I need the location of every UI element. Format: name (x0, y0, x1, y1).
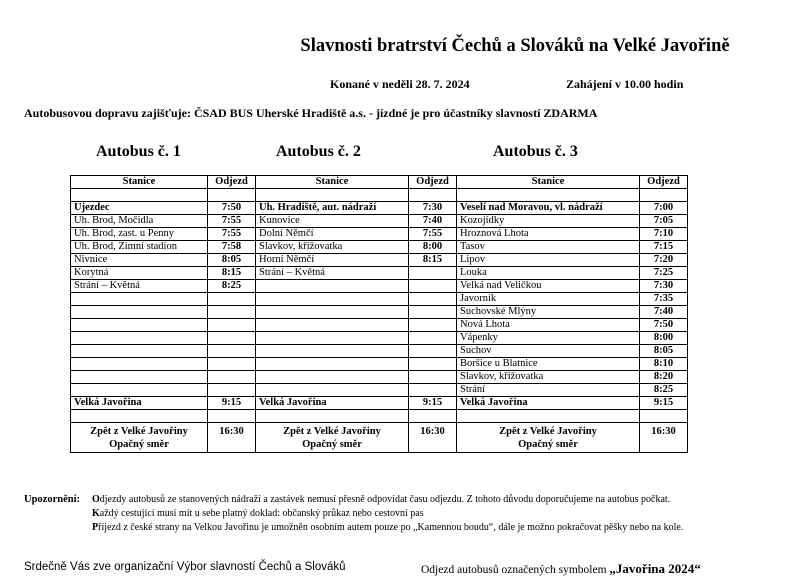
cell-station-1 (71, 293, 208, 306)
cell-departure-2 (409, 384, 457, 397)
cell-departure-1: 8:25 (208, 280, 256, 293)
bus-3-heading: Autobus č. 3 (493, 143, 578, 160)
notice-line-3 (92, 522, 683, 533)
cell-station-3: Suchov (457, 345, 640, 358)
return-title: Zpět z Velké Javořiny (499, 425, 597, 437)
cell-station-2: Strání – Květná (256, 267, 409, 280)
event-date: Konané v neděli 28. 7. 2024 (330, 77, 470, 91)
timetable (70, 175, 688, 453)
spacer-cell (71, 410, 208, 423)
cell-station-2 (256, 280, 409, 293)
return-row (71, 423, 688, 453)
arrival-station-2: Velká Javořina (256, 397, 409, 410)
cell-departure-1: 7:50 (208, 202, 256, 215)
cell-departure-1 (208, 358, 256, 371)
cell-departure-2 (409, 306, 457, 319)
return-label-2 (256, 423, 409, 453)
return-label-1 (71, 423, 208, 453)
return-direction: Opačný směr (302, 438, 362, 450)
bus-2-heading: Autobus č. 2 (276, 143, 361, 160)
table-row (71, 228, 688, 241)
arrival-station-3: Velká Javořina (457, 397, 640, 410)
symbol-note-text: Odjezd autobusů označených symbolem (421, 564, 607, 576)
cell-departure-3: 8:25 (640, 384, 688, 397)
symbol-name: „Javořina 2024“ (609, 561, 701, 576)
transport-info: Autobusovou dopravu zajišťuje: ČSAD BUS Uherské Hradiště a.s. - jízdné je pro účastníky slavností ZDARMA (24, 106, 598, 120)
cell-station-1: Nivnice (71, 254, 208, 267)
cell-station-1 (71, 306, 208, 319)
notice-line-1-text: djezdy autobusů ze stanovených nádraží a zastávek nemusí přesně odpovídat času odjezdu. Z tohoto důvodu doporučujeme na autobus počkat. (99, 494, 671, 505)
arrival-row (71, 397, 688, 410)
return-time-3: 16:30 (640, 423, 688, 453)
cell-station-2 (256, 319, 409, 332)
table-header-row (71, 176, 688, 189)
cell-station-2 (256, 358, 409, 371)
cell-station-2: Kunovice (256, 215, 409, 228)
cell-departure-3: 7:35 (640, 293, 688, 306)
cell-departure-1 (208, 293, 256, 306)
table-row (71, 280, 688, 293)
symbol-note (421, 561, 701, 577)
spacer-row (71, 189, 688, 202)
cell-station-3: Kozojídky (457, 215, 640, 228)
cell-station-3: Velká nad Veličkou (457, 280, 640, 293)
arrival-station-1: Velká Javořina (71, 397, 208, 410)
cell-departure-3: 7:10 (640, 228, 688, 241)
return-time-2: 16:30 (409, 423, 457, 453)
spacer-cell (409, 410, 457, 423)
table-row (71, 384, 688, 397)
cell-station-3: Suchovské Mlýny (457, 306, 640, 319)
return-time-1: 16:30 (208, 423, 256, 453)
cell-station-1 (71, 371, 208, 384)
cell-station-1: Korytná (71, 267, 208, 280)
notice-line-3-text: říjezd z české strany na Velkou Javořinu je umožněn osobním autem pouze po „Kamennou boudu“, dále je možno pokračovat pěšky nebo na kole. (98, 522, 684, 533)
table-row (71, 358, 688, 371)
spacer-cell (208, 410, 256, 423)
notice-line-2 (92, 508, 424, 519)
cell-departure-1: 8:15 (208, 267, 256, 280)
cell-station-3: Hroznová Lhota (457, 228, 640, 241)
notice-line-3-cap: P (92, 522, 99, 533)
cell-departure-3: 8:05 (640, 345, 688, 358)
cell-station-3: Boršice u Blatnice (457, 358, 640, 371)
cell-station-2 (256, 371, 409, 384)
invitation-text: Srdečně Vás zve organizační Výbor slavností Čechů a Slováků (24, 561, 346, 573)
table-row (71, 371, 688, 384)
cell-departure-3: 7:25 (640, 267, 688, 280)
cell-departure-3: 7:50 (640, 319, 688, 332)
cell-station-3: Vápenky (457, 332, 640, 345)
cell-station-3: Slavkov, křižovatka (457, 371, 640, 384)
table-row (71, 202, 688, 215)
cell-departure-3: 8:20 (640, 371, 688, 384)
return-title: Zpět z Velké Javořiny (90, 425, 188, 437)
cell-departure-1 (208, 384, 256, 397)
bus-1-heading: Autobus č. 1 (96, 143, 181, 160)
col-header-station-3: Stanice (457, 176, 640, 189)
table-row (71, 241, 688, 254)
cell-station-1 (71, 345, 208, 358)
cell-departure-2 (409, 267, 457, 280)
cell-departure-2: 7:30 (409, 202, 457, 215)
arrival-departure-3: 9:15 (640, 397, 688, 410)
cell-departure-2 (409, 280, 457, 293)
cell-station-1 (71, 319, 208, 332)
table-row (71, 306, 688, 319)
cell-station-1: Uh. Brod, zast. u Penny (71, 228, 208, 241)
cell-departure-3: 8:00 (640, 332, 688, 345)
spacer-cell (457, 410, 640, 423)
cell-departure-1 (208, 319, 256, 332)
col-header-departure-1: Odjezd (208, 176, 256, 189)
return-title: Zpět z Velké Javořiny (283, 425, 381, 437)
cell-departure-2 (409, 319, 457, 332)
cell-departure-1: 7:55 (208, 215, 256, 228)
cell-station-1 (71, 358, 208, 371)
cell-departure-3: 7:00 (640, 202, 688, 215)
cell-departure-1 (208, 345, 256, 358)
cell-departure-2: 8:15 (409, 254, 457, 267)
cell-departure-3: 7:05 (640, 215, 688, 228)
cell-departure-2: 7:40 (409, 215, 457, 228)
table-row (71, 267, 688, 280)
cell-departure-1: 7:58 (208, 241, 256, 254)
timetable-body (71, 189, 688, 453)
spacer-cell (256, 410, 409, 423)
cell-departure-2 (409, 332, 457, 345)
cell-departure-1: 8:05 (208, 254, 256, 267)
cell-station-2 (256, 345, 409, 358)
table-row (71, 345, 688, 358)
return-label-3 (457, 423, 640, 453)
cell-station-2: Horní Němčí (256, 254, 409, 267)
table-row (71, 319, 688, 332)
cell-departure-3: 7:20 (640, 254, 688, 267)
cell-station-3: Javorník (457, 293, 640, 306)
cell-departure-1 (208, 306, 256, 319)
cell-departure-3: 7:40 (640, 306, 688, 319)
cell-station-3: Nová Lhota (457, 319, 640, 332)
cell-station-2: Slavkov, křižovatka (256, 241, 409, 254)
col-header-station-2: Stanice (256, 176, 409, 189)
spacer-row (71, 410, 688, 423)
cell-station-1: Strání – Květná (71, 280, 208, 293)
cell-station-1 (71, 384, 208, 397)
col-header-departure-3: Odjezd (640, 176, 688, 189)
cell-departure-1 (208, 332, 256, 345)
cell-departure-3: 7:15 (640, 241, 688, 254)
cell-departure-3: 7:30 (640, 280, 688, 293)
notice-label: Upozornění: (24, 494, 80, 505)
cell-station-1: Uh. Brod, Zimní stadion (71, 241, 208, 254)
cell-station-1: Uh. Brod, Močidla (71, 215, 208, 228)
cell-station-3: Veselí nad Moravou, vl. nádraží (457, 202, 640, 215)
cell-departure-1: 7:55 (208, 228, 256, 241)
cell-station-2: Uh. Hradiště, aut. nádraží (256, 202, 409, 215)
event-start: Zahájení v 10.00 hodin (566, 77, 684, 91)
page-title: Slavnosti bratrství Čechů a Slováků na Velké Javořině (300, 36, 730, 56)
table-row (71, 293, 688, 306)
cell-departure-2: 8:00 (409, 241, 457, 254)
arrival-departure-1: 9:15 (208, 397, 256, 410)
cell-departure-3: 8:10 (640, 358, 688, 371)
cell-station-3: Tasov (457, 241, 640, 254)
cell-station-3: Lipov (457, 254, 640, 267)
cell-station-2 (256, 384, 409, 397)
cell-station-2 (256, 293, 409, 306)
cell-station-3: Strání (457, 384, 640, 397)
cell-departure-2 (409, 371, 457, 384)
cell-departure-2 (409, 293, 457, 306)
table-row (71, 254, 688, 267)
cell-station-1: Újezdec (71, 202, 208, 215)
cell-station-2 (256, 332, 409, 345)
cell-station-2 (256, 306, 409, 319)
table-row (71, 215, 688, 228)
cell-station-1 (71, 332, 208, 345)
arrival-departure-2: 9:15 (409, 397, 457, 410)
notice-line-1 (92, 494, 670, 505)
return-direction: Opačný směr (109, 438, 169, 450)
cell-departure-2: 7:55 (409, 228, 457, 241)
table-row (71, 332, 688, 345)
notice-line-2-cap: K (92, 508, 100, 519)
notice-line-2-text: aždý cestující musí mít u sebe platný doklad: občanský průkaz nebo cestovní pas (99, 508, 424, 519)
cell-departure-2 (409, 358, 457, 371)
return-direction: Opačný směr (518, 438, 578, 450)
notice-line-1-cap: O (92, 494, 100, 505)
col-header-station-1: Stanice (71, 176, 208, 189)
cell-station-3: Louka (457, 267, 640, 280)
cell-departure-1 (208, 371, 256, 384)
cell-departure-2 (409, 345, 457, 358)
spacer-cell (640, 410, 688, 423)
col-header-departure-2: Odjezd (409, 176, 457, 189)
cell-station-2: Dolní Němčí (256, 228, 409, 241)
